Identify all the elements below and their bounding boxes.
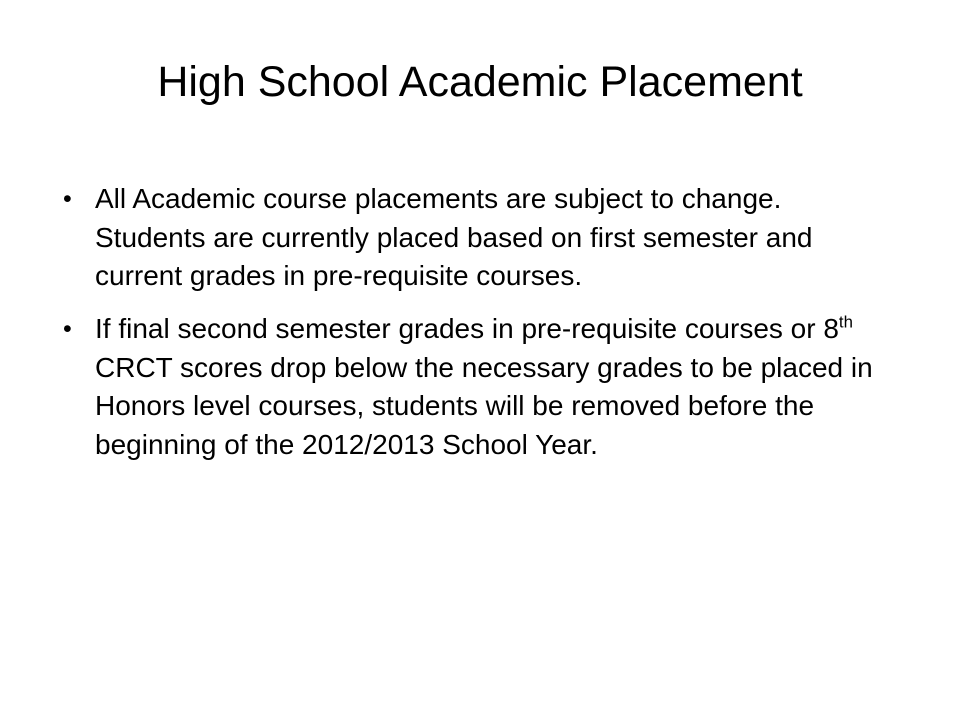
bullet-dot-icon: • [63, 185, 72, 213]
bullet-text-before: If final second semester grades in pre-requisite courses or 8 [95, 312, 839, 344]
bullet-item [60, 180, 880, 296]
ordinal-superscript: th [838, 312, 853, 332]
bullet-dot-icon: • [63, 314, 72, 343]
slide-title: High School Academic Placement [157, 58, 803, 106]
bullet-text-after: CRCT scores drop below the necessary grades to be placed in Honors level courses, students will be removed before the beginning of the 2012/2013 School Year. [95, 351, 873, 460]
bullet-item [60, 310, 880, 465]
bullet-list [60, 180, 880, 478]
bullet-text: All Academic course placements are subject to change. Students are currently placed based on first semester and current grades in pre-requisite courses. [95, 183, 813, 292]
